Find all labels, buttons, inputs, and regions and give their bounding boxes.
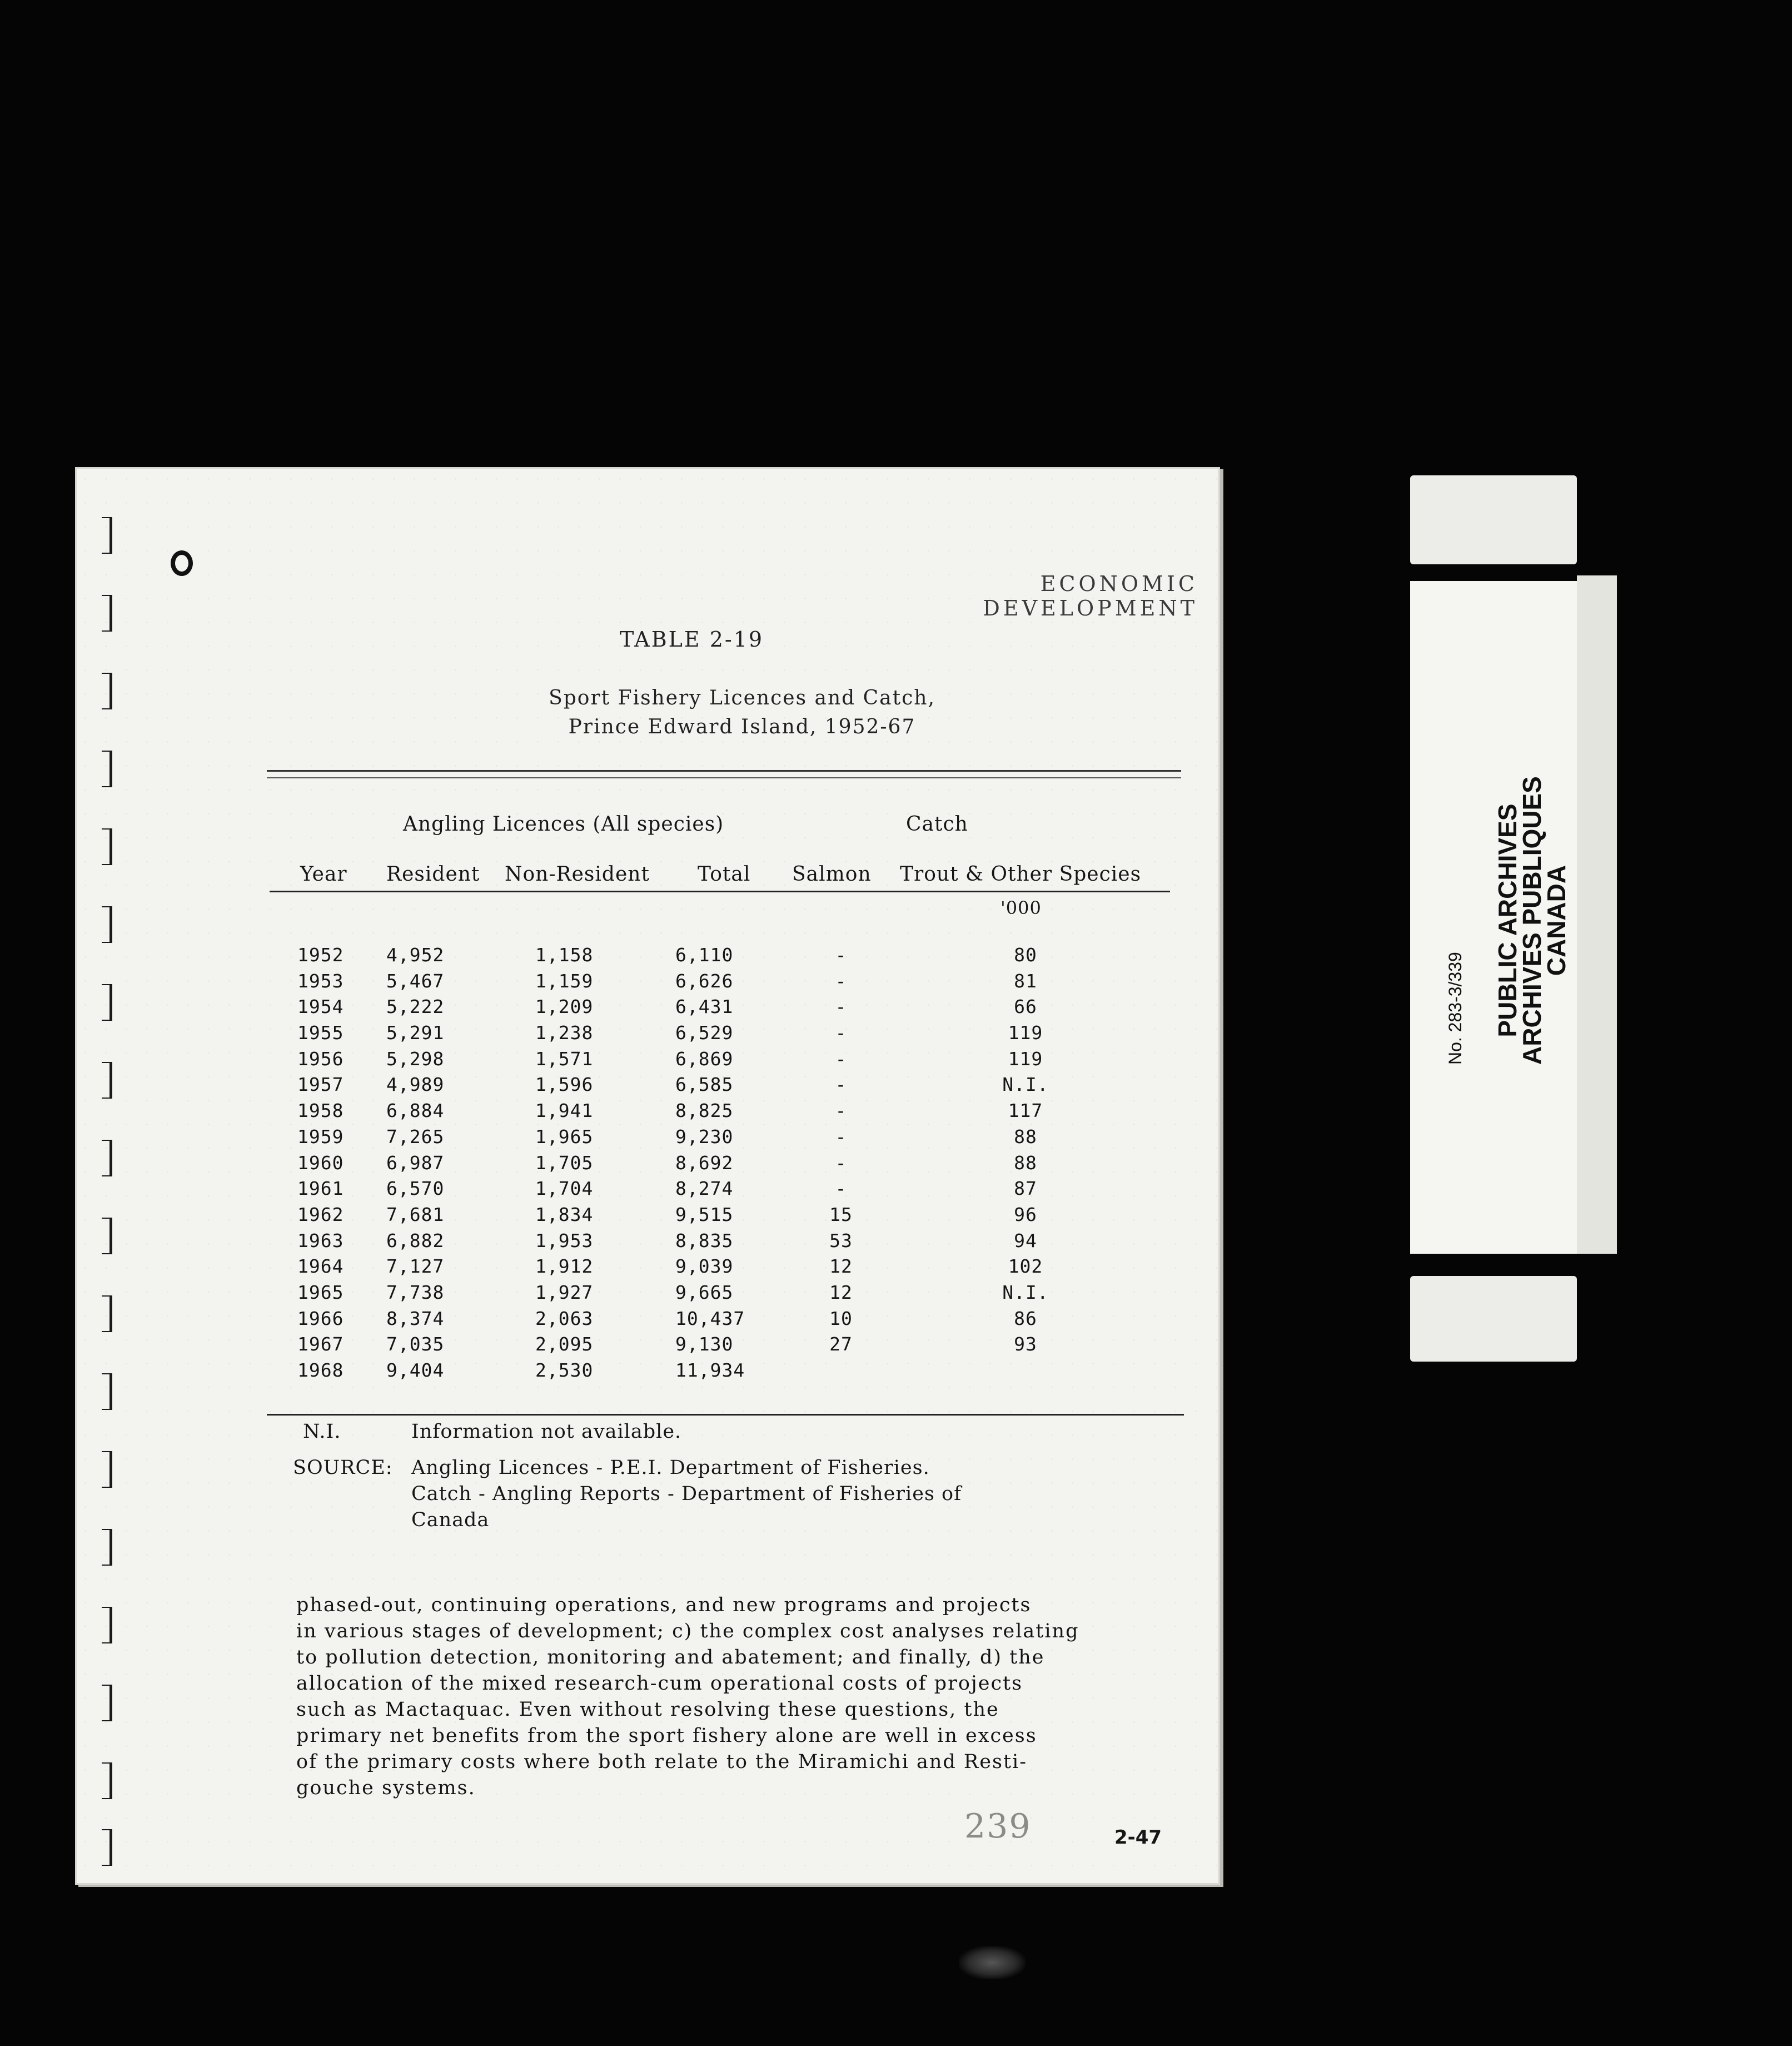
cell-non-resident: 2,530 [535,1359,594,1381]
cell-trout: N.I. [1002,1074,1049,1096]
header-rule [270,891,1170,892]
table-row [75,1359,1220,1385]
cell-year: 1966 [297,1307,344,1329]
table-row [75,1048,1220,1074]
col-header-trout: Trout & Other Species [900,863,1142,886]
cell-non-resident: 1,927 [535,1281,594,1303]
cell-total: 9,039 [675,1255,734,1278]
col-header-total: Total [698,863,751,886]
cell-salmon: - [835,996,847,1018]
label-tab-bottom [1410,1276,1577,1362]
cell-resident: 7,738 [386,1281,445,1303]
cell-non-resident: 1,158 [535,944,594,966]
cell-non-resident: 1,704 [535,1178,594,1200]
cell-resident: 6,570 [386,1178,445,1200]
table-row [75,1074,1220,1100]
cell-year: 1952 [297,944,344,966]
cell-resident: 5,222 [386,996,445,1018]
ni-abbreviation: N.I. [303,1421,341,1443]
cell-total: 11,934 [675,1359,745,1381]
cell-salmon: - [835,1100,847,1122]
cell-year: 1962 [297,1203,344,1225]
cell-trout: N.I. [1002,1281,1049,1303]
cell-salmon: - [835,1178,847,1200]
archive-name-line1: PUBLIC ARCHIVES [1493,803,1522,1037]
cell-resident: 6,987 [386,1151,445,1174]
cell-resident: 6,882 [386,1229,445,1252]
cell-year: 1956 [297,1047,344,1070]
cell-year: 1957 [297,1074,344,1096]
table-row [75,1152,1220,1178]
cell-non-resident: 1,705 [535,1151,594,1174]
table-row [75,1178,1220,1204]
cell-trout: 88 [1014,1125,1037,1148]
archive-name [1495,776,1569,1065]
bottom-rule [267,1414,1184,1416]
cell-salmon: 12 [829,1281,853,1303]
top-rule [267,770,1181,778]
cell-resident: 7,265 [386,1125,445,1148]
unit-note: '000 [1000,897,1042,918]
col-header-year: Year [300,863,347,886]
cell-non-resident: 1,571 [535,1047,594,1070]
cell-year: 1960 [297,1151,344,1174]
cell-total: 8,835 [675,1229,734,1252]
cell-trout: 66 [1014,996,1037,1018]
cell-resident: 5,291 [386,1022,445,1044]
cell-trout: 119 [1008,1022,1043,1044]
archive-name-line2: ARCHIVES PUBLIQUES [1517,776,1546,1065]
cell-trout: 93 [1014,1333,1037,1355]
catch-group-header: Catch [906,813,968,836]
stamp-number: 239 [964,1807,1032,1846]
cell-non-resident: 1,912 [535,1255,594,1278]
cell-salmon: - [835,1125,847,1148]
cell-total: 10,437 [675,1307,745,1329]
cell-non-resident: 1,953 [535,1229,594,1252]
cell-non-resident: 1,834 [535,1203,594,1225]
source-line-3: Canada [411,1509,490,1531]
cell-year: 1955 [297,1022,344,1044]
cell-salmon: 27 [829,1333,853,1355]
cell-total: 9,130 [675,1333,734,1355]
cell-year: 1953 [297,970,344,992]
cell-salmon: 15 [829,1203,853,1225]
paragraph-line: allocation of the mixed research-cum operational costs of projects [296,1672,1023,1695]
cell-salmon: - [835,1074,847,1096]
cell-salmon: - [835,1022,847,1044]
cell-resident: 6,884 [386,1100,445,1122]
col-header-salmon: Salmon [792,863,872,886]
cell-total: 6,431 [675,996,734,1018]
table-row [75,1100,1220,1126]
body-paragraph [296,1592,1208,1801]
cell-trout: 80 [1014,944,1037,966]
cell-non-resident: 1,159 [535,970,594,992]
cell-salmon: - [835,1151,847,1174]
cell-non-resident: 2,095 [535,1333,594,1355]
cell-trout: 117 [1008,1100,1043,1122]
cell-total: 6,110 [675,944,734,966]
cell-non-resident: 1,941 [535,1100,594,1122]
paragraph-line: to pollution detection, monitoring and abatement; and finally, d) the [296,1646,1045,1668]
paragraph-line: such as Mactaquac. Even without resolving these questions, the [296,1699,999,1721]
cell-non-resident: 1,238 [535,1022,594,1044]
cell-total: 8,692 [675,1151,734,1174]
cell-year: 1967 [297,1333,344,1355]
table-row [75,1204,1220,1230]
table-title-line1: Sport Fishery Licences and Catch, [549,687,935,709]
cell-salmon: 12 [829,1255,853,1278]
cell-non-resident: 1,965 [535,1125,594,1148]
table-row [75,996,1220,1022]
paragraph-line: gouche systems. [296,1777,476,1799]
cell-resident: 7,035 [386,1333,445,1355]
cell-resident: 8,374 [386,1307,445,1329]
cell-trout: 88 [1014,1151,1037,1174]
cell-non-resident: 1,596 [535,1074,594,1096]
table-title-line2: Prince Edward Island, 1952-67 [568,716,916,738]
cell-year: 1963 [297,1229,344,1252]
source-label: SOURCE: [293,1457,393,1479]
cell-salmon: 10 [829,1307,853,1329]
cell-resident: 5,298 [386,1047,445,1070]
cell-total: 8,274 [675,1178,734,1200]
table-row [75,970,1220,996]
cell-salmon: - [835,1047,847,1070]
table-number: TABLE 2-19 [620,627,764,652]
cell-year: 1964 [297,1255,344,1278]
cell-year: 1954 [297,996,344,1018]
cell-total: 9,665 [675,1281,734,1303]
cell-resident: 9,404 [386,1359,445,1381]
cell-resident: 4,952 [386,944,445,966]
cell-year: 1965 [297,1281,344,1303]
cell-year: 1961 [297,1178,344,1200]
label-tab-top [1410,475,1577,564]
cell-salmon: - [835,970,847,992]
cell-total: 9,515 [675,1203,734,1225]
cell-resident: 7,127 [386,1255,445,1278]
cell-year: 1968 [297,1359,344,1381]
paragraph-line: of the primary costs where both relate to the Miramichi and Resti- [296,1751,1028,1773]
cell-trout: 96 [1014,1203,1037,1225]
table-body [75,944,1220,1385]
table-row [75,944,1220,970]
cell-resident: 4,989 [386,1074,445,1096]
page-reference: 2-47 [1114,1826,1162,1849]
cell-trout: 102 [1008,1255,1043,1278]
source-line-2: Catch - Angling Reports - Department of Fisheries of [411,1483,962,1505]
cell-year: 1958 [297,1100,344,1122]
cell-total: 6,585 [675,1074,734,1096]
table-row [75,1255,1220,1282]
punch-hole [171,550,193,576]
label-side [1577,575,1617,1254]
cell-total: 6,626 [675,970,734,992]
table-row [75,1126,1220,1152]
cell-trout: 94 [1014,1229,1037,1252]
table-row [75,1308,1220,1334]
source-line-1: Angling Licences - P.E.I. Department of Fisheries. [411,1457,930,1479]
cell-salmon: 53 [829,1229,853,1252]
cell-non-resident: 1,209 [535,996,594,1018]
archive-name-line3: CANADA [1542,865,1571,976]
table-title [464,684,1020,742]
cell-total: 6,529 [675,1022,734,1044]
cell-non-resident: 2,063 [535,1307,594,1329]
table-row [75,1022,1220,1048]
cell-total: 6,869 [675,1047,734,1070]
cell-trout: 119 [1008,1047,1043,1070]
cell-year: 1959 [297,1125,344,1148]
table-row [75,1333,1220,1359]
archive-number: No. 283-3/339 [1445,952,1465,1065]
table-row [75,1230,1220,1256]
cell-resident: 7,681 [386,1203,445,1225]
cell-salmon: - [835,944,847,966]
col-header-non-resident: Non-Resident [505,863,650,886]
licences-group-header: Angling Licences (All species) [403,813,724,836]
cell-trout: 81 [1014,970,1037,992]
cell-total: 8,825 [675,1100,734,1122]
col-header-resident: Resident [386,863,480,886]
paragraph-line: primary net benefits from the sport fishery alone are well in excess [296,1725,1037,1747]
paragraph-line: in various stages of development; c) the complex cost analyses relating [296,1620,1079,1642]
cell-total: 9,230 [675,1125,734,1148]
section-header: ECONOMIC DEVELOPMENT [983,572,1198,620]
table-row [75,1282,1220,1308]
cell-trout: 87 [1014,1178,1037,1200]
paragraph-line: phased-out, continuing operations, and new programs and projects [296,1594,1032,1616]
cell-resident: 5,467 [386,970,445,992]
cell-trout: 86 [1014,1307,1037,1329]
film-smudge [959,1946,1026,1979]
document-page [75,467,1220,1885]
ni-explanation: Information not available. [411,1421,682,1443]
